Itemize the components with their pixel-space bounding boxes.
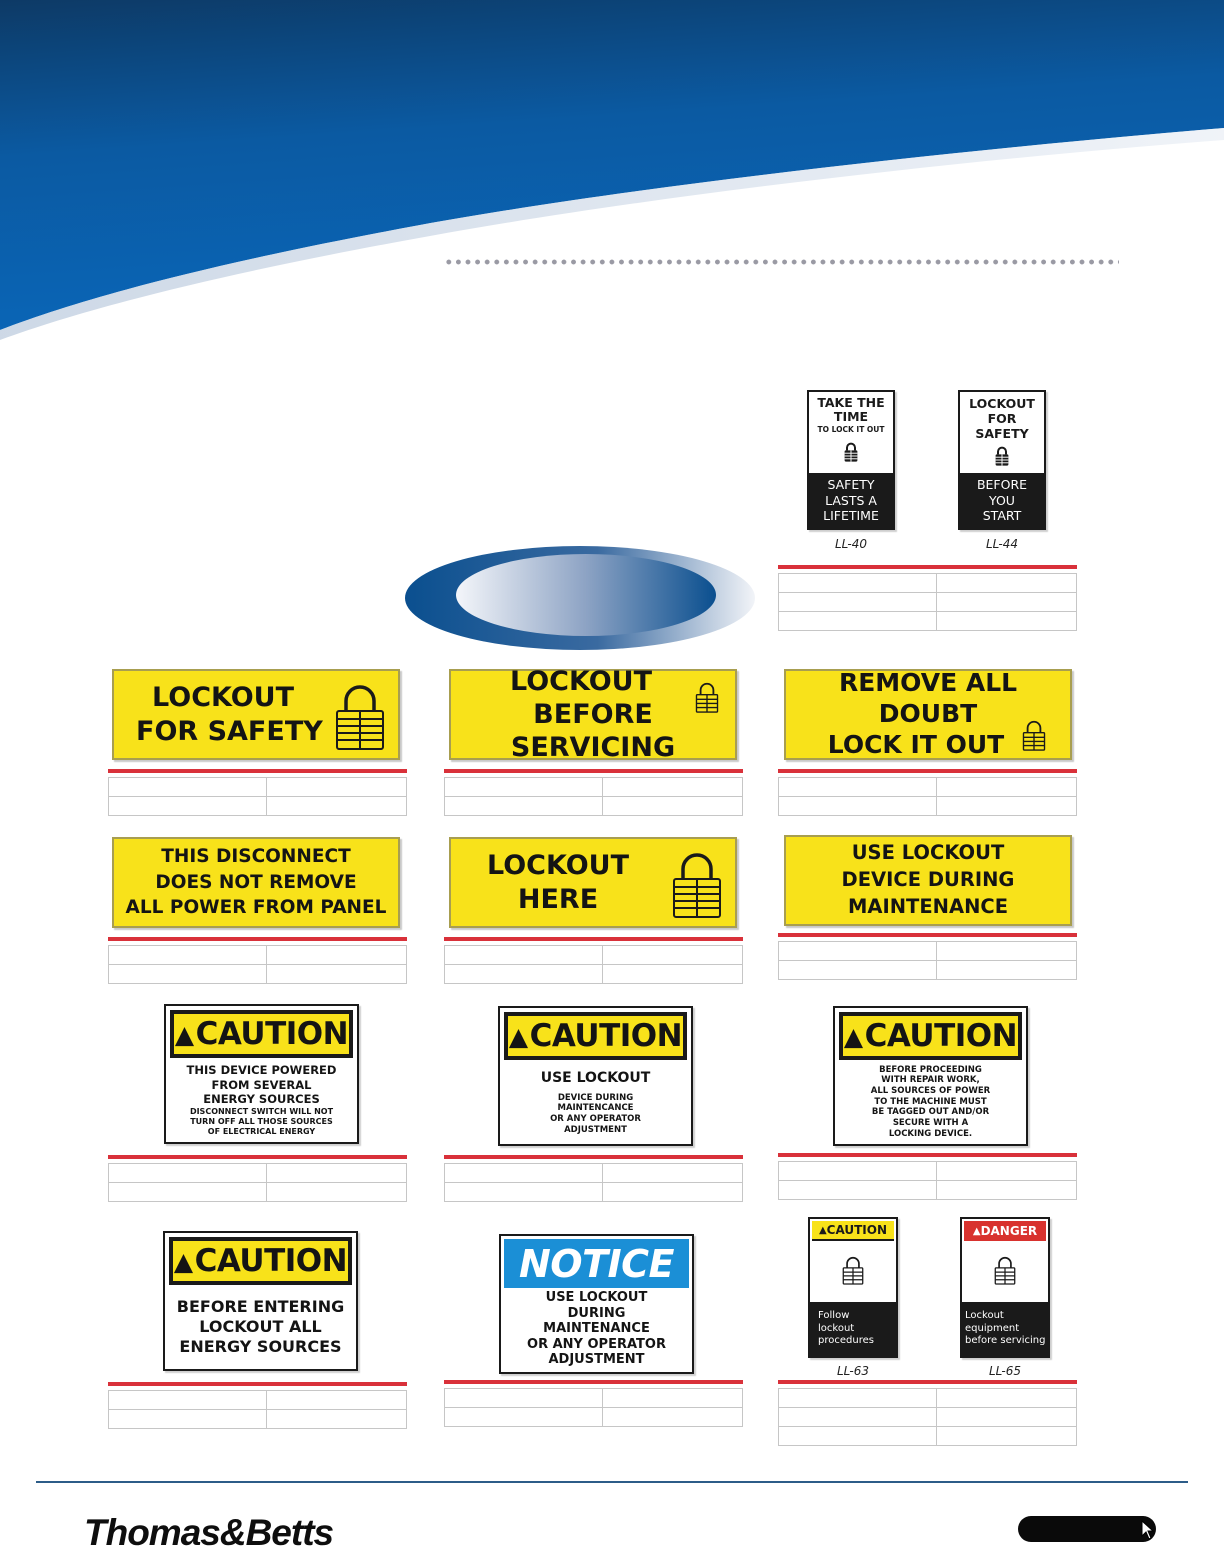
sign-line-2: DOES NOT REMOVE <box>155 871 357 893</box>
sign-small-5: BE TAGGED OUT AND/OR <box>871 1107 990 1118</box>
sign-line-3: MAINTENANCE <box>543 1321 650 1337</box>
sign-lockout-here <box>449 837 737 928</box>
sign-ll44-line3: SAFETY <box>975 426 1029 441</box>
sign-small-4: ADJUSTMENT <box>564 1124 627 1135</box>
sign-ll65-code: LL-65 <box>988 1364 1022 1378</box>
page-nav-button[interactable] <box>1018 1516 1156 1542</box>
sign-line-2: BEFORE SERVICING <box>510 698 676 764</box>
sign-use-lockout-device <box>784 835 1072 926</box>
padlock-icon <box>1022 719 1046 755</box>
sign-ll40 <box>807 390 895 530</box>
spec-table-s3 <box>778 769 1077 816</box>
notice-heading: NOTICE <box>518 1241 674 1286</box>
sign-ll65-line2: equipment <box>965 1322 1020 1334</box>
spec-table-s6 <box>778 933 1077 980</box>
sign-small-1: DEVICE DURING <box>557 1092 634 1103</box>
padlock-icon <box>994 1254 1016 1290</box>
sign-ll65 <box>960 1217 1050 1358</box>
sign-remove-all-doubt <box>784 669 1072 760</box>
sign-line-3: ENERGY SOURCES <box>179 1337 342 1356</box>
footer-rule <box>36 1481 1188 1483</box>
spec-table-c4 <box>108 1382 407 1429</box>
padlock-icon <box>842 1254 864 1290</box>
spec-table-s4 <box>108 937 407 984</box>
sign-ll63-line1: Follow <box>818 1310 850 1322</box>
sign-ll44-line2: FOR <box>987 411 1017 426</box>
sign-small-7: LOCKING DEVICE. <box>888 1128 973 1139</box>
spec-table-c1 <box>108 1155 407 1202</box>
warning-triangle-icon: ▲ <box>173 1246 193 1276</box>
warning-triangle-icon: ▲ <box>972 1225 981 1237</box>
warning-triangle-icon: ▲ <box>818 1224 827 1236</box>
spec-table-c2 <box>444 1155 743 1202</box>
sign-small-3: OF ELECTRICAL ENERGY <box>207 1126 316 1136</box>
sign-line-2: HERE <box>517 883 599 915</box>
spec-table-s1 <box>108 769 407 816</box>
sign-small-4: TO THE MACHINE MUST <box>874 1096 987 1107</box>
sign-caution-before-proceeding <box>833 1006 1028 1146</box>
mouse-pointer-icon <box>1141 1520 1155 1540</box>
sign-line-1: USE LOCKOUT <box>545 1290 648 1306</box>
sign-line-1: USE LOCKOUT <box>540 1069 651 1086</box>
sign-ll40-bottom1: SAFETY <box>827 477 875 493</box>
sign-small-2: WITH REPAIR WORK, <box>881 1075 980 1086</box>
sign-lockout-for-safety <box>112 669 400 760</box>
sign-small-2: MAINTENCANCE <box>557 1103 634 1114</box>
sign-line-2: DEVICE DURING <box>841 868 1015 892</box>
sign-line-4: OR ANY OPERATOR <box>527 1336 666 1352</box>
caution-heading: CAUTION <box>195 1016 349 1052</box>
sign-small-2: TURN OFF ALL THOSE SOURCES <box>190 1116 333 1126</box>
sign-caution-several-energy <box>164 1004 359 1144</box>
sign-ll44-line1: LOCKOUT <box>969 396 1035 411</box>
sign-ll40-code: LL-40 <box>834 537 868 551</box>
padlock-icon <box>994 445 1010 467</box>
sign-line-1: BEFORE ENTERING <box>176 1297 345 1316</box>
sign-line-5: ADJUSTMENT <box>548 1352 645 1368</box>
spec-table-ll40-ll44 <box>778 565 1077 631</box>
padlock-icon <box>671 849 723 923</box>
sign-line-1: LOCKOUT <box>152 682 295 714</box>
dotted-divider <box>444 258 1119 266</box>
sign-line-3: MAINTENANCE <box>847 894 1009 918</box>
sign-line-1: USE LOCKOUT <box>851 841 1005 865</box>
caution-heading: CAUTION <box>194 1243 348 1279</box>
sign-line-1: LOCKOUT <box>486 850 629 882</box>
sign-caution-before-entering <box>163 1231 358 1371</box>
caution-heading: CAUTION <box>864 1018 1018 1054</box>
sign-line-2: DURING <box>567 1305 626 1321</box>
spec-table-s5 <box>444 937 743 984</box>
sign-line-2: LOCK IT OUT <box>827 729 1005 759</box>
sign-ll40-line2: TIME <box>833 409 869 425</box>
sign-ll63-code: LL-63 <box>836 1364 870 1378</box>
sign-ll63-line2: lockout <box>818 1322 855 1334</box>
sign-small-1: BEFORE PROCEEDING <box>879 1064 982 1075</box>
warning-triangle-icon: ▲ <box>174 1019 194 1049</box>
sign-ll63-line3: procedures <box>818 1335 874 1347</box>
sign-small-3: ALL SOURCES OF POWER <box>870 1086 991 1097</box>
sign-ll65-line3: before servicing <box>965 1335 1046 1347</box>
warning-triangle-icon: ▲ <box>843 1021 863 1051</box>
danger-heading: DANGER <box>980 1224 1038 1238</box>
sign-ll40-bottom2: LASTS A <box>825 492 877 508</box>
sign-line-2: LOCKOUT ALL <box>199 1317 322 1336</box>
spec-table-c3 <box>778 1153 1077 1200</box>
header-wave-banner <box>0 0 1224 340</box>
sign-ll40-line3: TO LOCK IT OUT <box>817 424 885 434</box>
sign-ll40-bottom3: LIFETIME <box>823 508 879 524</box>
gradient-oval-badge <box>404 545 756 651</box>
caution-heading: CAUTION <box>529 1018 683 1054</box>
sign-line-2: FOR SAFETY <box>136 715 323 747</box>
spec-table-n1 <box>444 1380 743 1427</box>
sign-line-1: THIS DISCONNECT <box>161 845 351 867</box>
sign-line-1: THIS DEVICE POWERED <box>186 1063 337 1078</box>
sign-ll63 <box>808 1217 898 1358</box>
sign-ll44-code: LL-44 <box>985 537 1019 551</box>
sign-small-1: DISCONNECT SWITCH WILL NOT <box>189 1106 334 1116</box>
padlock-icon <box>334 681 386 755</box>
sign-lockout-before-servicing <box>449 665 737 764</box>
sign-ll44 <box>958 390 1046 530</box>
spec-table-ll63-ll65 <box>778 1380 1077 1446</box>
sign-caution-use-lockout <box>498 1006 693 1146</box>
sign-line-3: ENERGY SOURCES <box>203 1092 320 1107</box>
sign-line-2: FROM SEVERAL <box>211 1077 312 1092</box>
sign-ll44-bottom2: YOU <box>989 492 1015 508</box>
sign-ll44-bottom3: START <box>982 508 1022 524</box>
sign-line-1: LOCKOUT <box>509 665 652 697</box>
warning-triangle-icon: ▲ <box>508 1021 528 1051</box>
spec-table-s2 <box>444 769 743 816</box>
sign-ll65-line1: Lockout <box>965 1310 1004 1322</box>
caution-heading: CAUTION <box>826 1223 888 1237</box>
sign-small-6: SECURE WITH A <box>892 1117 969 1128</box>
brand-logo: Thomas&Betts <box>84 1512 334 1548</box>
sign-small-3: OR ANY OPERATOR <box>550 1114 641 1125</box>
sign-notice-use-lockout <box>499 1234 694 1374</box>
sign-line-1: REMOVE ALL DOUBT <box>838 668 1018 729</box>
padlock-icon <box>843 441 859 463</box>
padlock-icon <box>695 681 719 717</box>
sign-ll44-bottom1: BEFORE <box>976 477 1028 493</box>
sign-line-3: ALL POWER FROM PANEL <box>125 897 387 919</box>
sign-ll40-line1: TAKE THE <box>817 395 885 410</box>
sign-this-disconnect <box>112 837 400 928</box>
